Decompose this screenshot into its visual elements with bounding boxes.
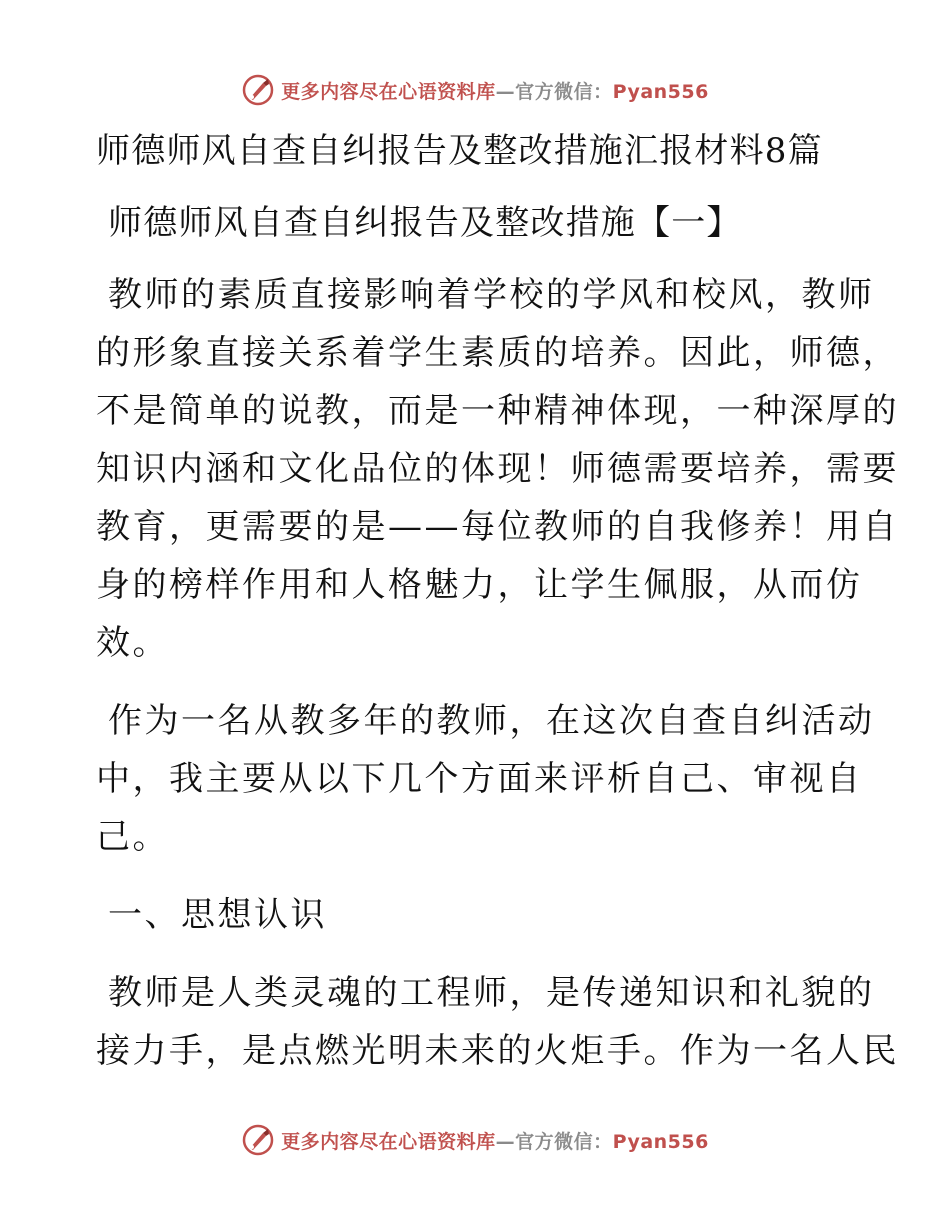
paragraph bbox=[96, 266, 899, 672]
paragraph-line: 接力手，是点燃光明未来的火炬手。作为一名人民 bbox=[96, 1031, 899, 1071]
quill-pen-icon bbox=[241, 73, 275, 107]
paragraph-line: 己。 bbox=[96, 817, 169, 857]
footer-banner-text bbox=[281, 1127, 709, 1154]
document-title: 师德师风自查自纠报告及整改措施汇报材料8篇 bbox=[96, 131, 823, 171]
paragraph bbox=[96, 964, 899, 1080]
quill-pen-icon bbox=[241, 1123, 275, 1157]
document-body bbox=[96, 122, 899, 1100]
header-banner-text bbox=[281, 77, 709, 104]
paragraph-line: 教师是人类灵魂的工程师，是传递知识和礼貌的 bbox=[108, 973, 875, 1013]
header-banner-red: 更多内容尽在心语资料库 bbox=[281, 80, 496, 103]
paragraph bbox=[96, 886, 856, 944]
paragraph bbox=[96, 692, 875, 866]
paragraph-line: 教育，更需要的是——每位教师的自我修养！用自 bbox=[96, 507, 899, 547]
footer-banner-red: 更多内容尽在心语资料库 bbox=[281, 1130, 496, 1153]
paragraph-line: 中，我主要从以下几个方面来评析自己、审视自 bbox=[96, 759, 863, 799]
footer-banner-gray: —官方微信： bbox=[495, 1130, 613, 1153]
header-banner-id: Pyan556 bbox=[612, 80, 709, 103]
footer-banner bbox=[0, 1120, 950, 1160]
paragraph-line: 教师的素质直接影响着学校的学风和校风，教师 bbox=[108, 275, 875, 315]
header-banner bbox=[0, 70, 950, 110]
paragraph-line: 作为一名从教多年的教师，在这次自查自纠活动 bbox=[108, 701, 875, 741]
paragraph-line: 身的榜样作用和人格魅力，让学生佩服，从而仿 bbox=[96, 565, 863, 605]
paragraph-line: 的形象直接关系着学生素质的培养。因此，师德， bbox=[96, 333, 899, 373]
paragraph-line: 知识内涵和文化品位的体现！师德需要培养，需要 bbox=[96, 449, 899, 489]
paragraph-line: 一、思想认识 bbox=[108, 895, 327, 935]
paragraph-line: 不是简单的说教，而是一种精神体现，一种深厚的 bbox=[96, 391, 899, 431]
header-banner-gray: —官方微信： bbox=[495, 80, 613, 103]
footer-banner-id: Pyan556 bbox=[612, 1130, 709, 1153]
paragraph-list bbox=[96, 266, 899, 1080]
paragraph-line: 效。 bbox=[96, 623, 169, 663]
document-subtitle: 师德师风自查自纠报告及整改措施【一】 bbox=[108, 203, 742, 243]
